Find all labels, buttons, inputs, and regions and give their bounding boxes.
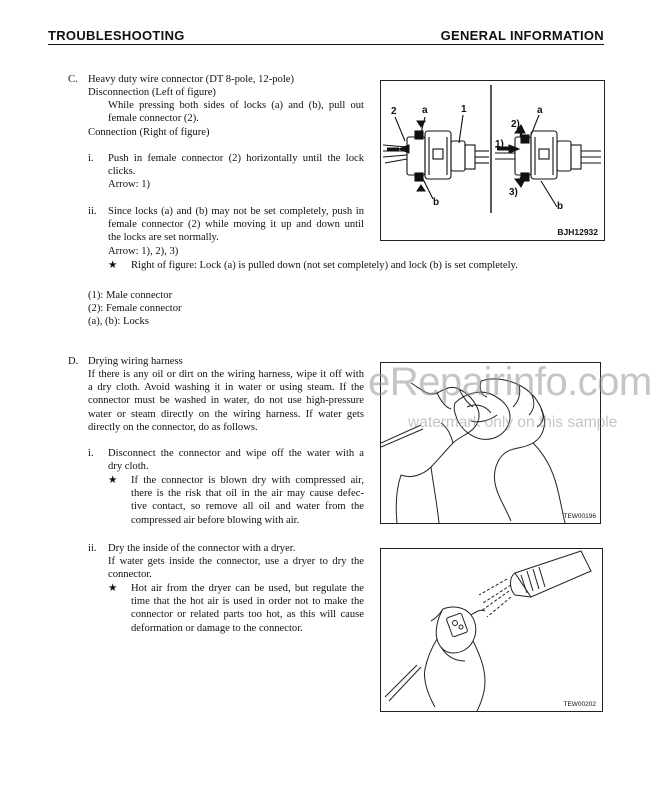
step-line: Push in female connector (2) horizontally until the lock — [108, 153, 364, 164]
fig-label-b: b — [433, 197, 440, 208]
fig-label-a-right: a — [537, 105, 543, 116]
connection-title: Connection (Right of figure) — [88, 127, 210, 138]
dryer-illustration — [381, 549, 602, 711]
note-line: time that the hot air is used in order not to make the — [131, 596, 364, 608]
note-line: tive contact, so remove all oil and water from the — [131, 501, 364, 513]
section-c-title: Heavy duty wire connector (DT 8-pole, 12-pole) — [88, 74, 295, 85]
star-note: Right of figure: Lock (a) is pulled down (not set completely) and lock (b) is set completely. — [131, 260, 518, 271]
step-line: dry cloth. — [108, 461, 149, 473]
step-line: Disconnect the connector and wipe off the water with a — [108, 448, 364, 459]
star-icon: ★ — [108, 475, 118, 486]
fig-label-b-right: b — [557, 201, 564, 212]
legend-item: (1): Male connector — [88, 290, 173, 301]
fig-label-2: 2 — [391, 106, 397, 117]
step-line: connector. — [108, 569, 152, 581]
step-d-ii-text — [108, 542, 364, 582]
note-line: compressed air before blowing with air. — [131, 514, 300, 526]
connector-figure — [380, 80, 605, 241]
connector-diagram — [381, 81, 604, 240]
note-line: connector or related parts too hot, as this will cause — [131, 609, 364, 621]
fig-label-1: 1 — [461, 104, 467, 115]
step-d-i-text — [108, 447, 364, 473]
intro-line: connector must be washed in water, do not use high-pressure — [88, 395, 364, 407]
step-d-ii-label: ii. — [88, 543, 97, 554]
star-icon: ★ — [108, 583, 118, 594]
page-header-chapter: GENERAL INFORMATION — [440, 28, 604, 43]
fig-label-2-arrow: 2) — [511, 119, 520, 130]
dryer-figure — [380, 548, 603, 712]
header-rule — [48, 44, 604, 45]
note-line: there is the risk that oil in the air may cause defec- — [131, 488, 364, 500]
section-d-intro — [88, 368, 364, 434]
step-line: Dry the inside of the connector with a dryer. — [108, 543, 296, 554]
intro-line: water or steam directly on the wiring harness. If water gets — [88, 408, 364, 420]
legend-item: (a), (b): Locks — [88, 316, 149, 328]
disconnection-line: female connector (2). — [108, 113, 199, 125]
step-line: Since locks (a) and (b) may not be set completely, push in — [108, 206, 364, 217]
disconnection-text — [108, 99, 364, 125]
note-line: Hot air from the dryer can be used, but regulate the — [131, 583, 364, 594]
figure-code: BJH12932 — [557, 227, 598, 237]
watermark-sub: watermark only on this sample — [408, 414, 618, 431]
figure-code: TEW00196 — [563, 513, 596, 520]
step-c-i-text — [108, 152, 364, 192]
legend-item: (2): Female connector — [88, 303, 182, 315]
note-line: deformation or damage to the connector. — [131, 622, 303, 634]
star-icon: ★ — [108, 260, 118, 271]
intro-line: a dry cloth. Avoid washing it in water or using steam. If the — [88, 382, 364, 394]
page-header-section: TROUBLESHOOTING — [48, 28, 185, 43]
step-line: clicks. — [108, 166, 136, 178]
step-line: If water gets inside the connector, use a dryer to dry the — [108, 556, 364, 568]
disconnection-line: While pressing both sides of locks (a) and (b), pull out — [108, 100, 364, 111]
step-c-i-label: i. — [88, 153, 94, 164]
intro-line: directly on the connector, do as follows. — [88, 421, 258, 433]
watermark-main: eRepairinfo.com — [368, 360, 652, 404]
step-c-ii-text — [108, 205, 364, 258]
step-d-i-label: i. — [88, 448, 94, 459]
step-line: female connector (2) while moving it up and down until — [108, 219, 364, 231]
legend — [88, 289, 182, 329]
fig-label-3-arrow: 3) — [509, 187, 518, 198]
step-d-ii-note — [131, 582, 364, 635]
step-c-ii-label: ii. — [88, 206, 97, 217]
step-d-i-note — [131, 474, 364, 527]
intro-line: If there is any oil or dirt on the wiring harness, wipe it off with — [88, 369, 364, 380]
fig-label-1-arrow: 1) — [495, 139, 504, 150]
section-d-label: D. — [68, 356, 79, 367]
section-c-label: C. — [68, 74, 78, 85]
fig-label-a: a — [422, 105, 428, 116]
disconnection-title: Disconnection (Left of figure) — [88, 87, 216, 98]
step-arrow: Arrow: 1), 2), 3) — [108, 245, 179, 257]
note-line: If the connector is blown dry with compressed air, — [131, 475, 364, 486]
section-d-title: Drying wiring harness — [88, 356, 183, 367]
figure-code: TEW00202 — [563, 701, 596, 708]
step-line: the locks are set normally. — [108, 232, 219, 244]
step-arrow: Arrow: 1) — [108, 179, 151, 191]
